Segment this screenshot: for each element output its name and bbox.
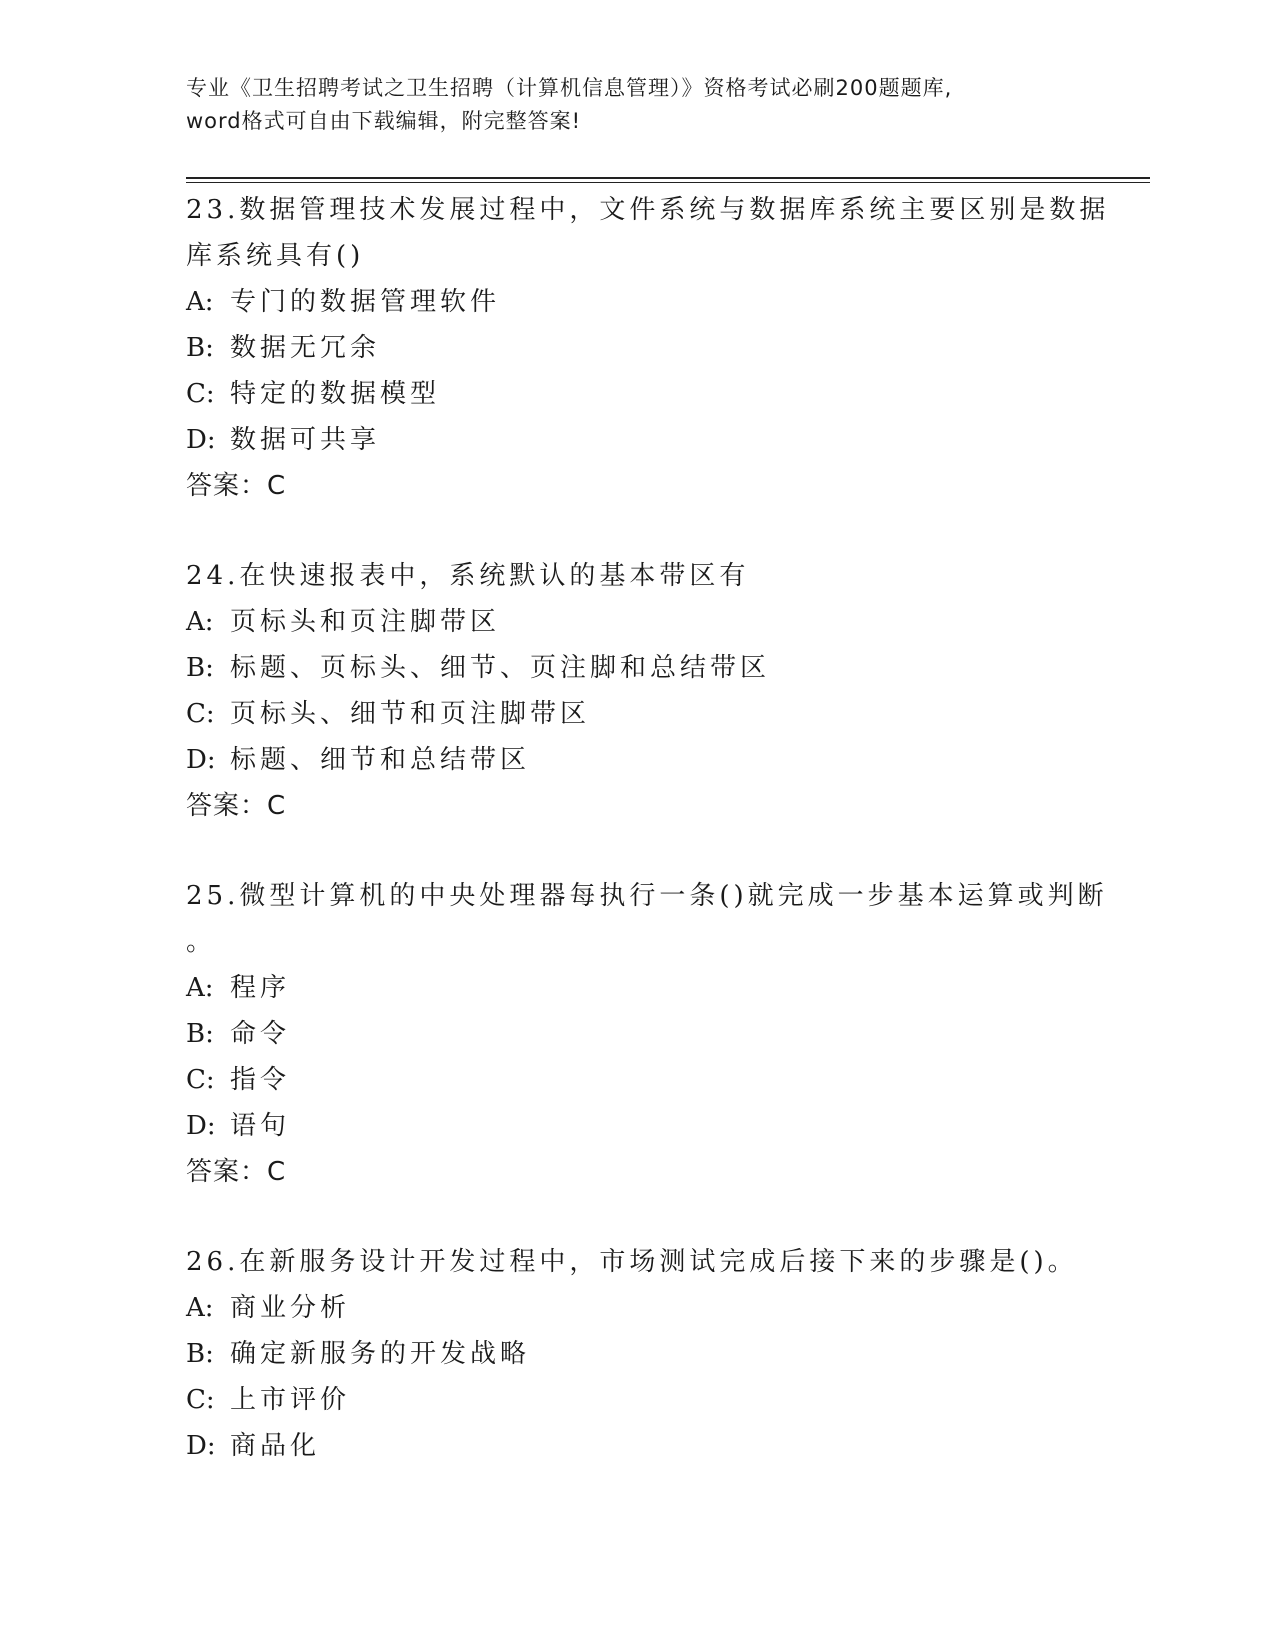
option-a: [186, 1285, 1086, 1331]
option-b: [186, 1011, 1086, 1057]
question-text-line: 24.在快速报表中，系统默认的基本带区有: [186, 561, 750, 591]
answer-text: 答案：C: [186, 1157, 287, 1187]
question-text: [186, 1239, 1086, 1285]
option-a: [186, 599, 1086, 645]
option-c: [186, 371, 1086, 417]
document-header: [186, 72, 1086, 138]
question-list: [186, 187, 1110, 1513]
option-key: B:: [186, 1019, 214, 1049]
header-line-2: word格式可自由下载编辑，附完整答案!: [186, 109, 582, 133]
option-text: 商品化: [230, 1431, 321, 1461]
option-key: B:: [186, 333, 214, 363]
option-text: 数据可共享: [230, 425, 381, 455]
option-text: 标题、细节和总结带区: [230, 745, 531, 775]
option-key: B:: [186, 653, 214, 683]
option-key: C:: [186, 699, 215, 729]
question-text: [186, 873, 1108, 965]
option-key: A:: [186, 287, 214, 317]
option-key: C:: [186, 1385, 215, 1415]
option-text: 数据无冗余: [230, 333, 381, 363]
option-text: 页标头、细节和页注脚带区: [230, 699, 591, 729]
question-text: [186, 187, 1110, 279]
question-text-line: 库系统具有(): [186, 241, 365, 271]
header-line-1: 专业《卫生招聘考试之卫生招聘（计算机信息管理）》资格考试必刷200题题库,: [186, 76, 953, 100]
option-key: D:: [186, 1111, 216, 1141]
option-a: [186, 965, 1086, 1011]
option-key: D:: [186, 1431, 216, 1461]
option-text: 指令: [230, 1065, 291, 1095]
option-b: [186, 645, 1086, 691]
question-text-line: 23.数据管理技术发展过程中，文件系统与数据库系统主要区别是数据: [186, 195, 1110, 225]
option-b: [186, 325, 1086, 371]
header-divider-thick: [186, 177, 1150, 179]
question-24: [186, 553, 1086, 829]
option-a: [186, 279, 1086, 325]
option-text: 标题、页标头、细节、页注脚和总结带区: [230, 653, 771, 683]
question-text-line: 。: [186, 927, 217, 957]
option-c: [186, 691, 1086, 737]
question-26: [186, 1239, 1086, 1469]
answer-text: 答案：C: [186, 471, 287, 501]
option-key: A:: [186, 607, 214, 637]
option-c: [186, 1377, 1086, 1423]
question-text-line: 26.在新服务设计开发过程中，市场测试完成后接下来的步骤是()。: [186, 1247, 1078, 1277]
option-text: 语句: [230, 1111, 291, 1141]
option-key: A:: [186, 973, 214, 1003]
question-text: [186, 553, 1086, 599]
option-d: [186, 1103, 1086, 1149]
option-key: B:: [186, 1339, 214, 1369]
option-key: C:: [186, 379, 215, 409]
header-divider-thin: [186, 182, 1150, 183]
option-text: 商业分析: [230, 1293, 351, 1323]
option-key: D:: [186, 745, 216, 775]
option-text: 页标头和页注脚带区: [230, 607, 501, 637]
option-text: 程序: [230, 973, 291, 1003]
question-25: [186, 873, 1108, 1195]
option-text: 专门的数据管理软件: [230, 287, 501, 317]
option-b: [186, 1331, 1086, 1377]
option-c: [186, 1057, 1086, 1103]
option-d: [186, 417, 1086, 463]
option-d: [186, 1423, 1086, 1469]
option-text: 特定的数据模型: [230, 379, 441, 409]
question-23: [186, 187, 1110, 509]
question-text-line: 25.微型计算机的中央处理器每执行一条()就完成一步基本运算或判断: [186, 881, 1108, 911]
option-text: 确定新服务的开发战略: [230, 1339, 531, 1369]
option-text: 命令: [230, 1019, 291, 1049]
option-key: A:: [186, 1293, 214, 1323]
answer-text: 答案：C: [186, 791, 287, 821]
option-d: [186, 737, 1086, 783]
option-key: C:: [186, 1065, 215, 1095]
option-key: D:: [186, 425, 216, 455]
option-text: 上市评价: [230, 1385, 351, 1415]
